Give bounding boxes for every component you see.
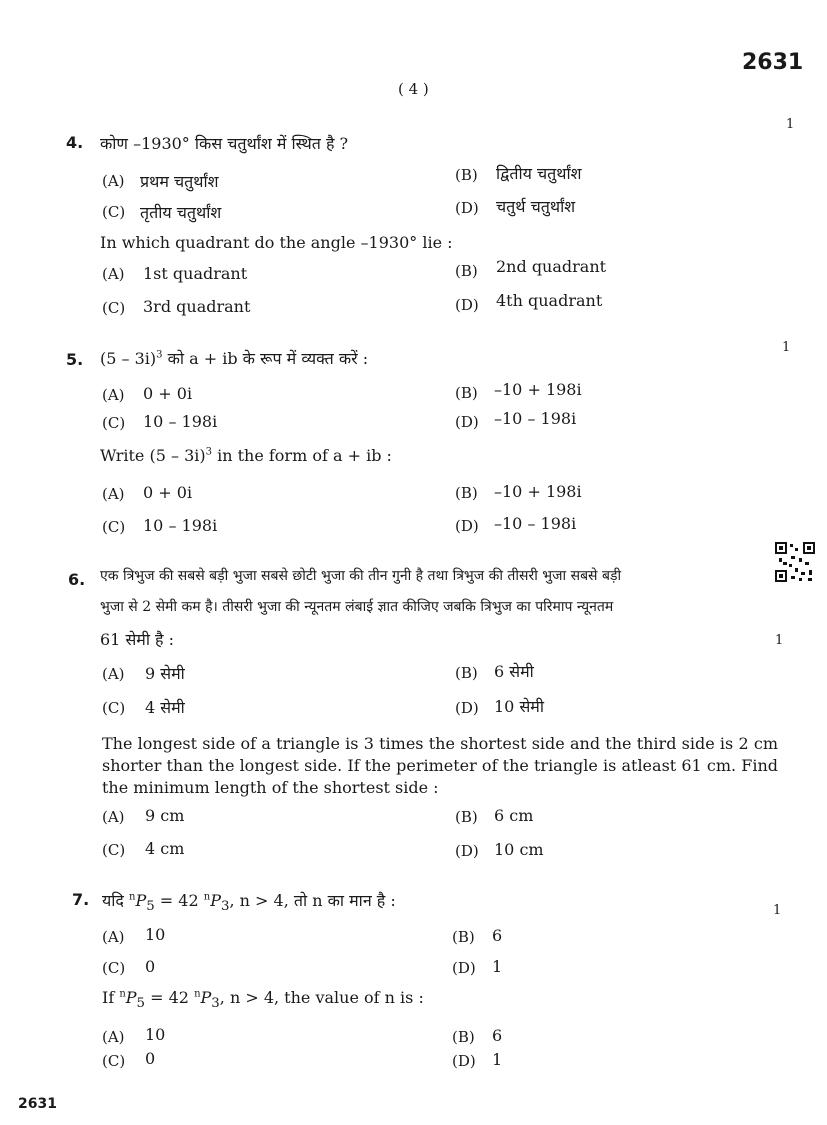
q6-english-option-b: 6 cm xyxy=(494,806,534,825)
question-number-6: 6. xyxy=(68,570,86,589)
q5-hindi-option-c-label: (C) xyxy=(102,414,126,432)
q4-hindi-option-b-label: (B) xyxy=(455,166,478,184)
q6-hindi-option-b: 6 सेमी xyxy=(494,662,534,681)
q5-hindi-option-a-label: (A) xyxy=(102,386,125,404)
q7-english-option-d: 1 xyxy=(492,1050,503,1069)
q4-english-option-d-label: (D) xyxy=(455,296,479,314)
q7-english-option-b-label: (B) xyxy=(452,1028,475,1046)
q5-english-option-b-label: (B) xyxy=(455,484,478,502)
q6-hindi-line-1: एक त्रिभुज की सबसे बड़ी भुजा सबसे छोटी भुजा की तीन गुनी है तथा त्रिभुज की तीसरी भुजा सबसे बड़ी xyxy=(100,568,622,584)
q6-hindi-option-a: 9 सेमी xyxy=(145,664,185,683)
q5-hindi-option-b: –10 + 198i xyxy=(494,380,582,399)
q6-hindi-line-3: 61 सेमी है : xyxy=(100,630,175,649)
q4-english-option-a-label: (A) xyxy=(102,265,125,283)
q7-hindi-option-b: 6 xyxy=(492,926,503,945)
marks-q6: 1 xyxy=(775,633,784,648)
q4-hindi-option-a: प्रथम चतुर्थांश xyxy=(140,172,219,191)
q7-hindi-option-b-label: (B) xyxy=(452,928,475,946)
marks-q5: 1 xyxy=(782,340,791,355)
q7-english-option-c: 0 xyxy=(145,1049,156,1068)
q4-hindi-option-b: द्वितीय चतुर्थांश xyxy=(496,164,582,183)
q4-hindi-option-c: तृतीय चतुर्थांश xyxy=(140,203,222,222)
q5-english-option-c: 10 – 198i xyxy=(143,516,218,535)
q5-english-option-d: –10 – 198i xyxy=(494,514,577,533)
q5-hindi-option-d: –10 – 198i xyxy=(494,409,577,428)
q4-hindi-option-c-label: (C) xyxy=(102,203,126,221)
q7-hindi-option-d: 1 xyxy=(492,957,503,976)
q4-english-option-d: 4th quadrant xyxy=(496,291,603,310)
q7-english-option-b: 6 xyxy=(492,1026,503,1045)
q6-english-stem: The longest side of a triangle is 3 times the shortest side and the third side is 2 cm shorter than the longest side. If the perimeter of the triangle is atleast 61 cm. Find the minimum length of the shortest side : xyxy=(102,734,778,797)
q5-english-option-d-label: (D) xyxy=(455,517,479,535)
q4-english-option-b: 2nd quadrant xyxy=(496,257,607,276)
q7-english-option-d-label: (D) xyxy=(452,1052,476,1070)
q5-hindi-option-d-label: (D) xyxy=(455,413,479,431)
q5-hindi-option-c: 10 – 198i xyxy=(143,412,218,431)
q4-english-option-a: 1st quadrant xyxy=(143,264,248,283)
q6-english-option-d: 10 cm xyxy=(494,840,544,859)
q6-hindi-option-b-label: (B) xyxy=(455,664,478,682)
q5-english-option-c-label: (C) xyxy=(102,518,126,536)
q6-english-option-c-label: (C) xyxy=(102,841,126,859)
q6-hindi-option-c: 4 सेमी xyxy=(145,698,185,717)
q6-hindi-line-2: भुजा से 2 सेमी कम है। तीसरी भुजा की न्यूनतम लंबाई ज्ञात कीजिए जबकि त्रिभुज का परिमाप न्यूनतम xyxy=(100,599,614,615)
q4-english-option-c: 3rd quadrant xyxy=(143,297,251,316)
q7-english-option-c-label: (C) xyxy=(102,1052,126,1070)
marks-q4: 1 xyxy=(786,117,795,132)
question-number-5: 5. xyxy=(66,350,84,369)
q5-english-option-a: 0 + 0i xyxy=(143,483,193,502)
q4-hindi-stem: कोण –1930° किस चतुर्थांश में स्थित है ? xyxy=(100,134,349,153)
question-number-7: 7. xyxy=(72,890,90,909)
q6-hindi-option-c-label: (C) xyxy=(102,699,126,717)
q5-english-option-b: –10 + 198i xyxy=(494,482,582,501)
q4-english-option-b-label: (B) xyxy=(455,262,478,280)
q7-hindi-option-c-label: (C) xyxy=(102,959,126,977)
q4-english-stem: In which quadrant do the angle –1930° lie : xyxy=(100,233,453,252)
q7-hindi-option-a-label: (A) xyxy=(102,928,125,946)
q4-hindi-option-d-label: (D) xyxy=(455,199,479,217)
paper-code-bottom: 2631 xyxy=(18,1096,57,1112)
q6-hindi-option-d-label: (D) xyxy=(455,699,479,717)
qr-code xyxy=(775,542,815,582)
question-number-4: 4. xyxy=(66,133,84,152)
q7-english-option-a: 10 xyxy=(145,1025,166,1044)
q7-hindi-stem: यदि $^nP_5 = 42$ $^nP_3$, n > 4, तो n का मान है : xyxy=(102,891,396,915)
q7-english-option-a-label: (A) xyxy=(102,1028,125,1046)
q7-hindi-option-a: 10 xyxy=(145,925,166,944)
q7-hindi-option-d-label: (D) xyxy=(452,959,476,977)
q5-hindi-option-b-label: (B) xyxy=(455,384,478,402)
q6-hindi-option-d: 10 सेमी xyxy=(494,697,544,716)
q7-hindi-option-c: 0 xyxy=(145,957,156,976)
q5-hindi-option-a: 0 + 0i xyxy=(143,384,193,403)
q6-english-option-a: 9 cm xyxy=(145,806,185,825)
paper-code-top: 2631 xyxy=(742,50,804,75)
q6-hindi-option-a-label: (A) xyxy=(102,665,125,683)
q6-english-option-a-label: (A) xyxy=(102,808,125,826)
marks-q7: 1 xyxy=(773,903,782,918)
q5-hindi-stem: (5 – 3i)$^3$ को a + ib के रूप में व्यक्त करें : xyxy=(100,349,369,368)
q6-english-option-b-label: (B) xyxy=(455,808,478,826)
q4-english-option-c-label: (C) xyxy=(102,299,126,317)
q4-hindi-option-d: चतुर्थ चतुर्थांश xyxy=(496,197,576,216)
q5-english-stem: Write (5 – 3i)$^3$ in the form of a + ib : xyxy=(100,446,392,465)
q7-english-stem: If $^nP_5 = 42$ $^nP_3$, n > 4, the value of n is : xyxy=(102,988,424,1012)
q6-english-option-d-label: (D) xyxy=(455,842,479,860)
q5-english-option-a-label: (A) xyxy=(102,485,125,503)
page-number: ( 4 ) xyxy=(398,80,429,98)
q4-hindi-option-a-label: (A) xyxy=(102,172,125,190)
q6-english-option-c: 4 cm xyxy=(145,839,185,858)
